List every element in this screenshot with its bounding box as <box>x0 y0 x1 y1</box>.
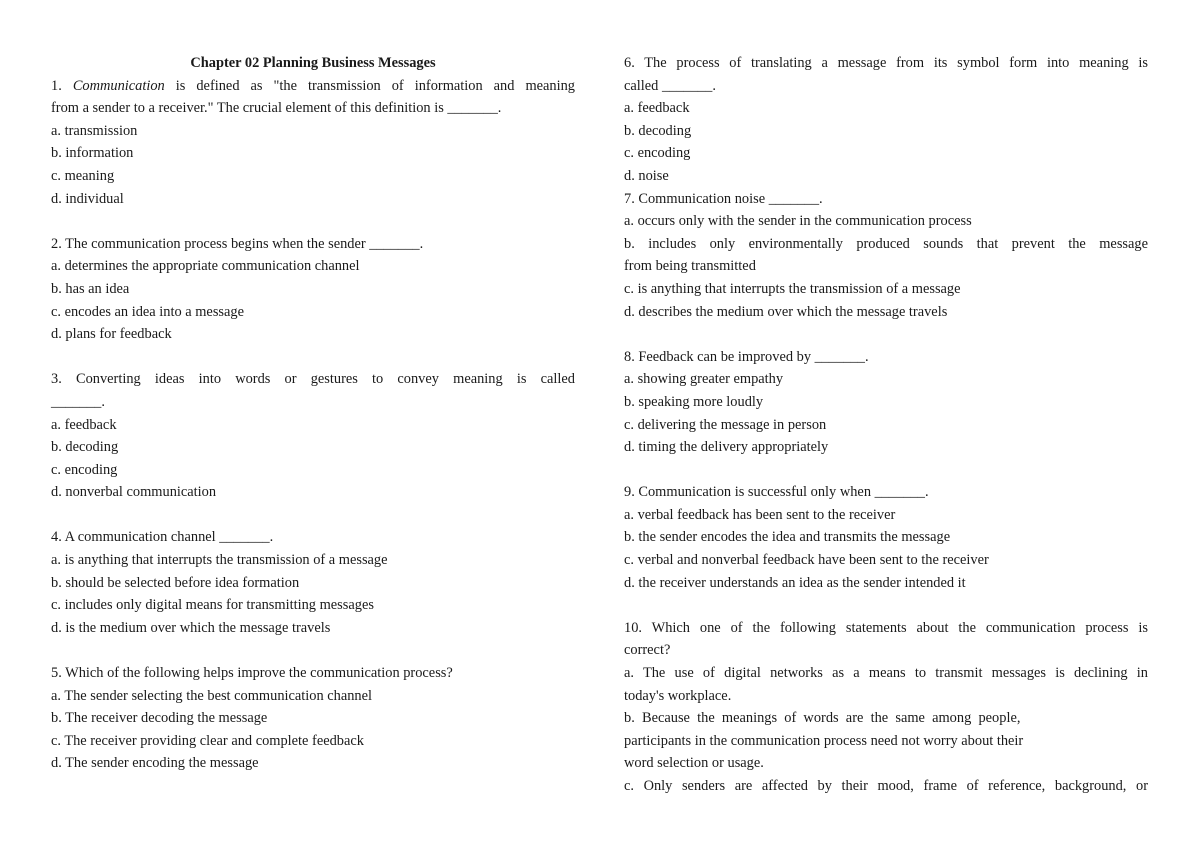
question-10-option-c-line-1: c. Only senders are affected by their mood, frame of reference, background, or <box>624 778 1148 794</box>
question-6-option-d: d. noise <box>624 167 669 184</box>
question-8-stem: 8. Feedback can be improved by _______. <box>624 348 869 365</box>
question-9-option-d: d. the receiver understands an idea as the sender intended it <box>624 574 966 591</box>
question-5-option-c: c. The receiver providing clear and complete feedback <box>51 732 364 749</box>
spacer <box>51 210 575 233</box>
left-column <box>51 52 575 775</box>
question-7-option-d: d. describes the medium over which the message travels <box>624 303 948 320</box>
question-3-stem-line-1: 3. Converting ideas into words or gestures to convey meaning is called <box>51 371 575 388</box>
question-2-option-b: b. has an idea <box>51 280 130 297</box>
question-3-stem-line-2: _______. <box>51 393 105 410</box>
question-3-option-c: c. encoding <box>51 461 118 478</box>
spacer <box>51 346 575 369</box>
question-7-stem: 7. Communication noise _______. <box>624 190 823 207</box>
question-10-option-b-line-2: participants in the communication process need not worry about their <box>624 732 1024 749</box>
question-4-option-d: d. is the medium over which the message travels <box>51 619 331 636</box>
spacer <box>624 594 1148 617</box>
question-10-option-b-line-1: b. Because the meanings of words are the same among people, <box>624 710 1021 727</box>
question-2-option-c: c. encodes an idea into a message <box>51 303 244 320</box>
question-5-option-a: a. The sender selecting the best communication channel <box>51 687 373 704</box>
question-1-option-b: b. information <box>51 145 134 162</box>
question-3-option-d: d. nonverbal communication <box>51 484 217 501</box>
question-1-number: 1. <box>51 77 73 94</box>
question-2-option-d: d. plans for feedback <box>51 326 172 343</box>
question-1-option-c: c. meaning <box>51 167 115 184</box>
question-4-stem: 4. A communication channel _______. <box>51 529 274 546</box>
question-10-option-b-line-3: word selection or usage. <box>624 755 764 772</box>
question-1-option-d: d. individual <box>51 190 124 207</box>
question-3-option-a: a. feedback <box>51 416 117 433</box>
question-4-option-c: c. includes only digital means for transmitting messages <box>51 597 374 614</box>
question-10-option-a-line-1: a. The use of digital networks as a means to transmit messages is declining in <box>624 665 1148 682</box>
spacer <box>51 504 575 527</box>
question-5-option-b: b. The receiver decoding the message <box>51 710 268 727</box>
question-1-stem-line-2: from a sender to a receiver." The crucial element of this definition is _______. <box>51 100 502 117</box>
spacer <box>51 639 575 662</box>
question-7-option-a: a. occurs only with the sender in the communication process <box>624 213 972 230</box>
question-1-term: Communication <box>72 77 165 94</box>
question-10-option-a-line-2: today's workplace. <box>624 687 732 704</box>
question-8-option-c: c. delivering the message in person <box>624 416 827 433</box>
question-9-stem: 9. Communication is successful only when _______. <box>624 484 929 501</box>
question-5-stem: 5. Which of the following helps improve the communication process? <box>51 665 453 682</box>
question-6-option-b: b. decoding <box>624 122 692 139</box>
right-column <box>624 52 1148 798</box>
question-9-option-c: c. verbal and nonverbal feedback have been sent to the receiver <box>624 552 989 569</box>
question-7-option-b-line-1: b. includes only environmentally produced sounds that prevent the message <box>624 235 1148 252</box>
question-2-stem: 2. The communication process begins when the sender _______. <box>51 235 424 252</box>
question-7-option-b-line-2: from being transmitted <box>624 258 756 275</box>
question-3-option-b: b. decoding <box>51 439 119 456</box>
question-4-option-b: b. should be selected before idea formation <box>51 574 300 591</box>
question-10-stem-line-2: correct? <box>624 642 671 659</box>
question-2-option-a: a. determines the appropriate communication channel <box>51 258 360 275</box>
question-1-option-a: a. transmission <box>51 122 138 139</box>
question-6-stem-line-2: called _______. <box>624 77 716 94</box>
question-6-option-c: c. encoding <box>624 145 691 162</box>
page-title: Chapter 02 Planning Business Messages <box>190 55 436 71</box>
question-6-option-a: a. feedback <box>624 100 690 117</box>
question-1-stem-rest: is defined as "the transmission of information and meaning <box>164 77 575 94</box>
question-8-option-a: a. showing greater empathy <box>624 371 784 388</box>
question-5-option-d: d. The sender encoding the message <box>51 755 259 772</box>
spacer <box>624 459 1148 482</box>
question-7-option-c: c. is anything that interrupts the transmission of a message <box>624 280 961 297</box>
spacer <box>624 323 1148 346</box>
question-9-option-b: b. the sender encodes the idea and transmits the message <box>624 529 951 546</box>
question-8-option-d: d. timing the delivery appropriately <box>624 439 829 456</box>
question-10-stem-line-1: 10. Which one of the following statements about the communication process is <box>624 619 1148 636</box>
question-1-stem-line-1 <box>51 75 575 98</box>
question-4-option-a: a. is anything that interrupts the transmission of a message <box>51 552 388 569</box>
question-9-option-a: a. verbal feedback has been sent to the receiver <box>624 506 896 523</box>
question-6-stem-line-1: 6. The process of translating a message from its symbol form into meaning is <box>624 55 1148 71</box>
question-8-option-b: b. speaking more loudly <box>624 393 764 410</box>
